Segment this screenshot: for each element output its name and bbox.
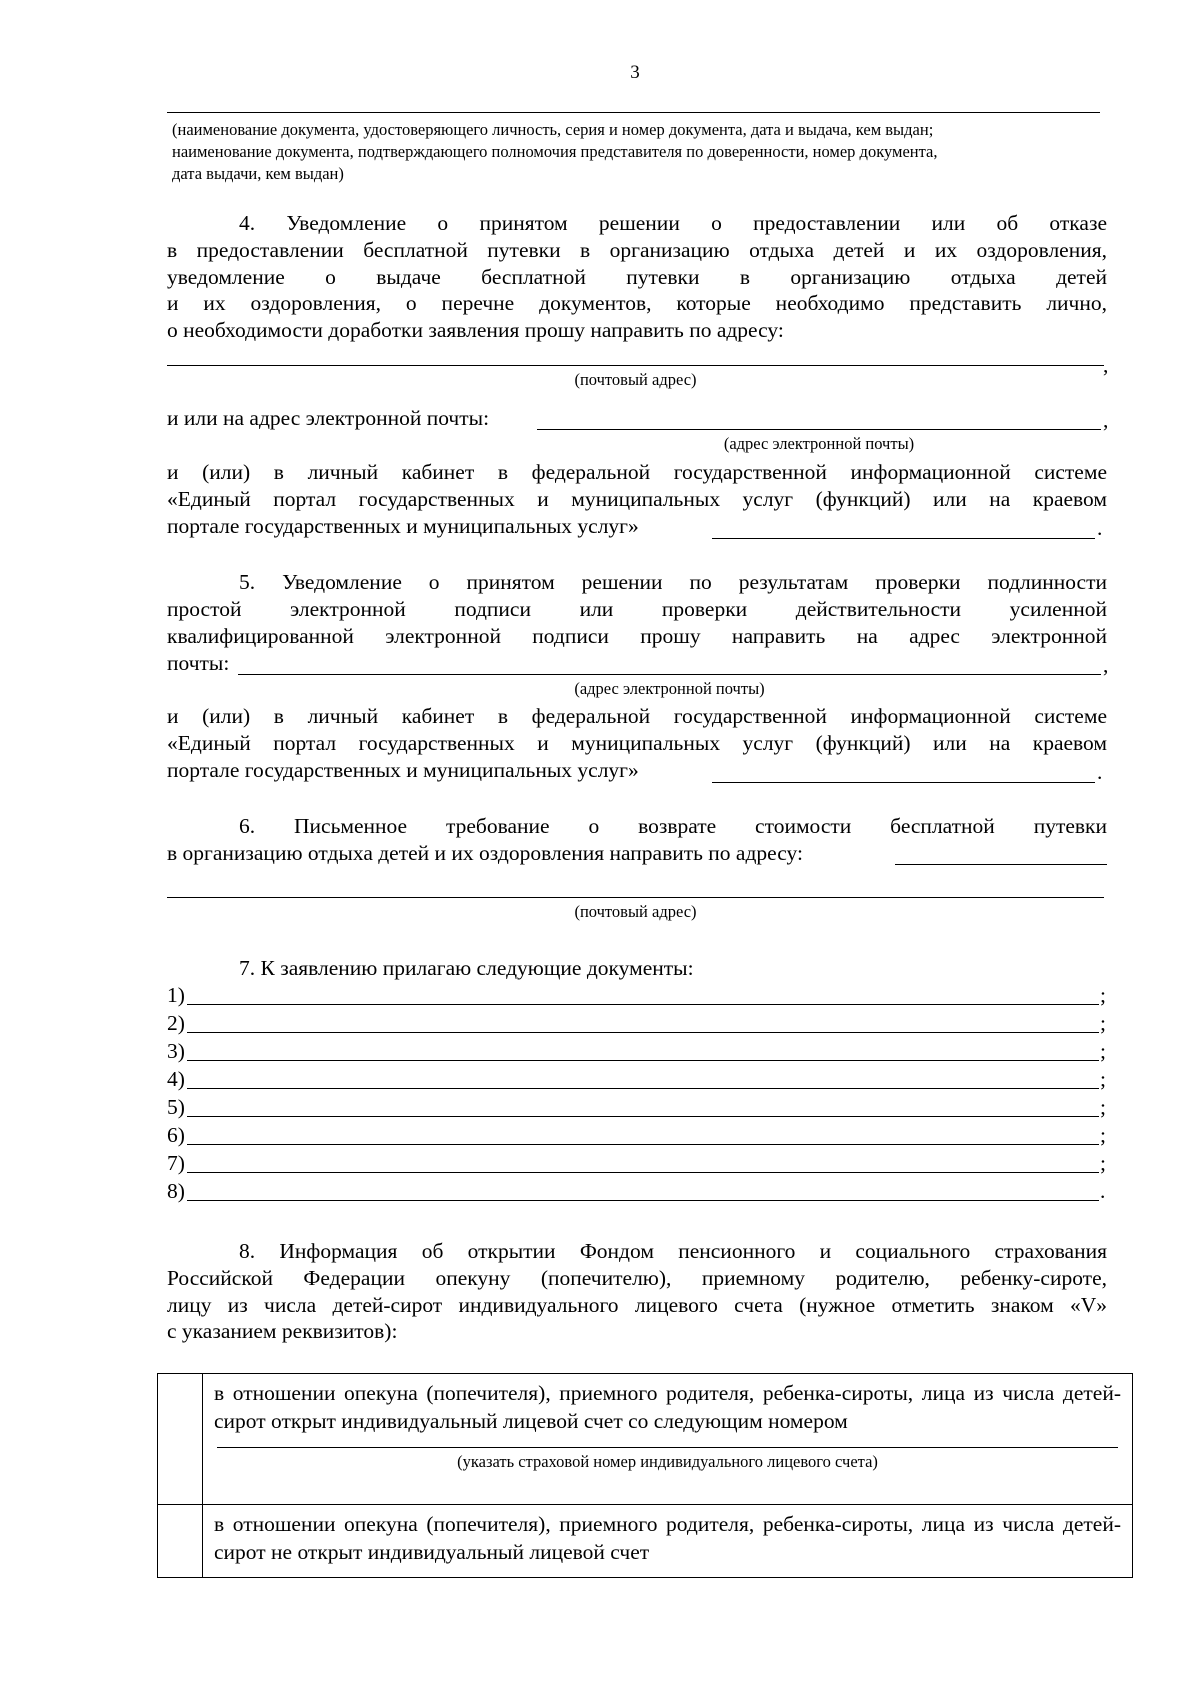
attachment-field-2[interactable] <box>187 1032 1099 1033</box>
section-5-cabinet-line-3: портале государственных и муниципальных услуг» <box>167 757 639 782</box>
section-4-line-3: уведомление о выдаче бесплатной путевки в организацию отдыха детей <box>167 264 1107 289</box>
account-option-not-opened <box>158 1505 1133 1578</box>
attachment-number-3: 3) <box>167 1039 185 1063</box>
section-4-email-comma: , <box>1103 408 1109 432</box>
attachment-number-5: 5) <box>167 1095 185 1119</box>
attachment-end-4: ; <box>1100 1067 1106 1091</box>
section-4-postal-caption: (почтовый адрес) <box>574 370 697 389</box>
account-opened-checkbox[interactable] <box>158 1374 203 1505</box>
section-5-paragraph <box>167 569 1107 649</box>
section-5-line-3: квалифицированной электронной подписи прошу направить на адрес электронной <box>167 623 1107 648</box>
attachment-field-6[interactable] <box>187 1144 1099 1145</box>
section-4-cabinet-line-2: «Единый портал государственных и муниципальных услуг (функций) или на краевом <box>167 486 1107 511</box>
account-not-opened-text: в отношении опекуна (попечителя), приемного родителя, ребенка-сироты, лица из числа детей-сирот не открыт индивидуальный лицевой счет <box>214 1512 1121 1564</box>
attachment-number-7: 7) <box>167 1151 185 1175</box>
account-not-opened-cell <box>203 1505 1133 1578</box>
attachment-end-8: . <box>1100 1179 1106 1203</box>
section-6-line-1: 6. Письменное требование о возврате стоимости бесплатной путевки <box>239 814 1107 838</box>
section-5-cabinet-field[interactable] <box>712 782 1095 783</box>
section-5-line-2: простой электронной подписи или проверки действительности усиленной <box>167 596 1107 621</box>
account-option-opened <box>158 1374 1133 1505</box>
section-6-postal-caption: (почтовый адрес) <box>574 902 697 921</box>
section-5-email-label: почты: <box>167 651 230 675</box>
section-8-line-4: с указанием реквизитов): <box>167 1319 398 1344</box>
section-4-postal-address-field[interactable] <box>167 365 1104 366</box>
section-4-paragraph <box>167 210 1107 344</box>
attachment-end-2: ; <box>1100 1011 1106 1035</box>
attachment-field-4[interactable] <box>187 1088 1099 1089</box>
section-5-email-caption: (адрес электронной почты) <box>574 679 765 698</box>
attachment-number-6: 6) <box>167 1123 185 1147</box>
section-4-cabinet-field[interactable] <box>712 538 1095 539</box>
account-opened-cell <box>203 1374 1133 1505</box>
page-number: 3 <box>630 62 640 83</box>
section-8-line-3: лицу из числа детей-сирот индивидуального лицевого счета (нужное отметить знаком «V» <box>167 1292 1107 1317</box>
attachment-field-7[interactable] <box>187 1172 1099 1173</box>
section-6-address-field[interactable] <box>167 897 1104 898</box>
section-5-line-1: 5. Уведомление о принятом решении по результатам проверки подлинности <box>239 570 1107 594</box>
section-8-line-2: Российской Федерации опекуну (попечителю), приемному родителю, ребенку-сироте, <box>167 1265 1107 1290</box>
section-4-email-field[interactable] <box>537 429 1101 430</box>
section-6-address-field-start[interactable] <box>895 864 1107 865</box>
attachment-end-6: ; <box>1100 1123 1106 1147</box>
attachment-field-5[interactable] <box>187 1116 1099 1117</box>
identity-document-line <box>167 112 1100 113</box>
attachment-end-7: ; <box>1100 1151 1106 1175</box>
attachment-number-8: 8) <box>167 1179 185 1203</box>
attachment-number-1: 1) <box>167 983 185 1007</box>
section-8-paragraph <box>167 1238 1107 1345</box>
section-4-line-2: в предоставлении бесплатной путевки в организацию отдыха детей и их оздоровления, <box>167 237 1107 262</box>
section-4-line-1: 4. Уведомление о принятом решении о предоставлении или об отказе <box>239 211 1107 235</box>
section-4-line-4: и их оздоровления, о перечне документов, которые необходимо представить лично, <box>167 291 1107 316</box>
section-5-email-comma: , <box>1103 653 1109 677</box>
identity-caption-line-2: наименование документа, подтверждающего полномочия представителя по доверенности, номер документа, <box>172 142 938 161</box>
account-number-caption: (указать страховой номер индивидуального лицевого счета) <box>457 1452 878 1471</box>
attachment-number-2: 2) <box>167 1011 185 1035</box>
section-4-cabinet-period: . <box>1097 516 1103 540</box>
section-5-cabinet-paragraph <box>167 703 1107 783</box>
account-options-table <box>157 1373 1133 1578</box>
section-5-cabinet-line-1: и (или) в личный кабинет в федеральной государственной информационной системе <box>167 704 1107 728</box>
section-4-line-5: о необходимости доработки заявления прошу направить по адресу: <box>167 318 784 343</box>
identity-caption-line-1: (наименование документа, удостоверяющего личность, серия и номер документа, дата и выдача, кем выдан; <box>172 120 934 139</box>
identity-caption-line-3: дата выдачи, кем выдан) <box>172 164 344 183</box>
section-4-email-label: и или на адрес электронной почты: <box>167 406 490 430</box>
attachment-number-4: 4) <box>167 1067 185 1091</box>
section-5-email-field[interactable] <box>238 674 1101 675</box>
attachment-field-3[interactable] <box>187 1060 1099 1061</box>
attachment-end-3: ; <box>1100 1039 1106 1063</box>
section-7-heading: 7. К заявлению прилагаю следующие документы: <box>239 956 694 980</box>
section-8-line-1: 8. Информация об открытии Фондом пенсионного и социального страхования <box>239 1239 1107 1263</box>
attachment-field-1[interactable] <box>187 1004 1099 1005</box>
section-5-cabinet-line-2: «Единый портал государственных и муниципальных услуг (функций) или на краевом <box>167 730 1107 755</box>
attachment-end-5: ; <box>1100 1095 1106 1119</box>
section-6-line-2: в организацию отдыха детей и их оздоровления направить по адресу: <box>167 840 803 865</box>
account-opened-text: в отношении опекуна (попечителя), приемного родителя, ребенка-сироты, лица из числа детей-сирот открыт индивидуальный лицевой счет со следующим номером <box>214 1381 1121 1433</box>
section-4-cabinet-line-1: и (или) в личный кабинет в федеральной государственной информационной системе <box>167 460 1107 484</box>
identity-caption <box>172 119 1132 185</box>
section-6-paragraph <box>167 813 1107 867</box>
attachment-field-8[interactable] <box>187 1200 1099 1201</box>
section-5-cabinet-period: . <box>1097 760 1103 784</box>
section-4-cabinet-line-3: портале государственных и муниципальных услуг» <box>167 513 639 538</box>
account-not-opened-checkbox[interactable] <box>158 1505 203 1578</box>
section-4-cabinet-paragraph <box>167 459 1107 539</box>
attachment-end-1: ; <box>1100 983 1106 1007</box>
section-4-email-caption: (адрес электронной почты) <box>723 434 915 453</box>
section-4-postal-comma: , <box>1103 353 1109 377</box>
